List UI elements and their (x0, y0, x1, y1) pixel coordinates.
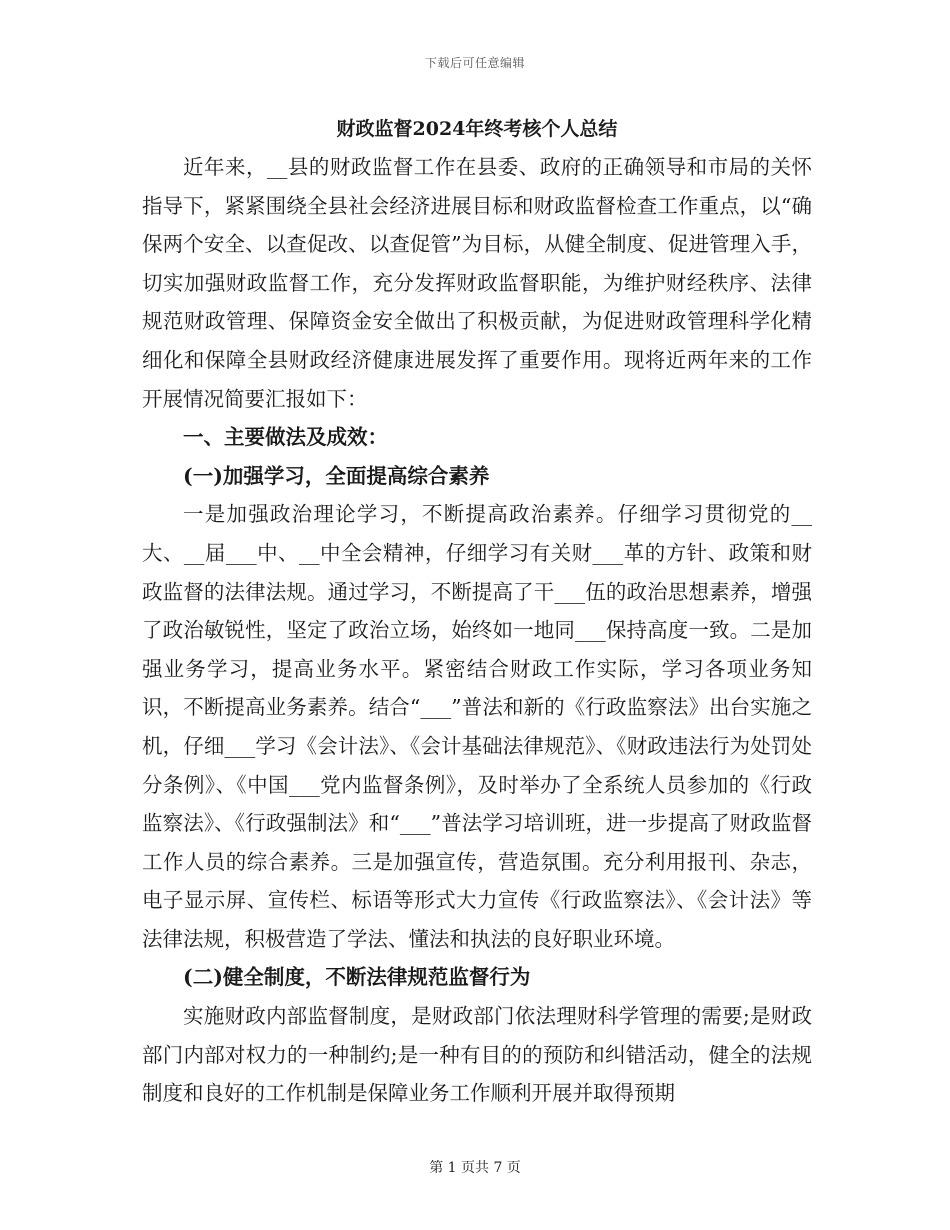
subsection-heading-1: (一)加强学习，全面提高综合素养 (183, 463, 490, 488)
document-title: 财政监督2024年终考核个人总结 (336, 118, 618, 140)
subsection-2-paragraph: 实施财政内部监督制度，是财政部门依法理财科学管理的需要;是财政部门内部对权力的一种制约;是一种有目的的预防和纠错活动，健全的法规制度和良好的工作机制是保障业务工作顺利开展并取得预期 (142, 1004, 812, 1106)
page-footer-number: 第 1 页共 7 页 (429, 1160, 521, 1176)
section-heading-1: 一、主要做法及成效： (183, 425, 388, 450)
subsection-1-paragraph: 一是加强政治理论学习，不断提高政治素养。仔细学习贯彻党的__大、__届___中、__中全会精神，仔细学习有关财___革的方针、政策和财政监督的法律法规。通过学习，不断提高了干___伍的政治思想素养，增强了政治敏锐性，坚定了政治立场，始终如一地同___保持高度一致。二是加强业务学习，提高业务水平。紧密结合财政工作实际，学习各项业务知识，不断提高业务素养。结合“___”普法和新的《行政监察法》出台实施之机，仔细___学习《会计法》、《会计基础法律规范》、《财政违法行为处罚处分条例》、《中国___党内监督条例》，及时举办了全系统人员参加的《行政监察法》、《行政强制法》和“___”普法学习培训班，进一步提高了财政监督工作人员的综合素养。三是加强宣传，营造氛围。充分利用报刊、杂志，电子显示屏、宣传栏、标语等形式大力宣传《行政监察法》、《会计法》等法律法规，积极营造了学法、懂法和执法的良好职业环境。 (142, 502, 812, 951)
subsection-heading-2: (二)健全制度，不断法律规范监督行为 (183, 965, 531, 990)
page-header-note: 下载后可任意编辑 (424, 56, 525, 70)
document-body (142, 106, 812, 1113)
intro-paragraph: 近年来，__县的财政监督工作在县委、政府的正确领导和市局的关怀指导下，紧紧围绕全县社会经济进展目标和财政监督检查工作重点，以“确保两个安全、以查促改、以查促管”为目标，从健全制度、促进管理入手，切实加强财政监督工作，充分发挥财政监督职能，为维护财经秩序、法律规范财政管理、保障资金安全做出了积极贡献，为促进财政管理科学化精细化和保障全县财政经济健康进展发挥了重要作用。现将近两年来的工作开展情况简要汇报如下： (142, 155, 812, 411)
